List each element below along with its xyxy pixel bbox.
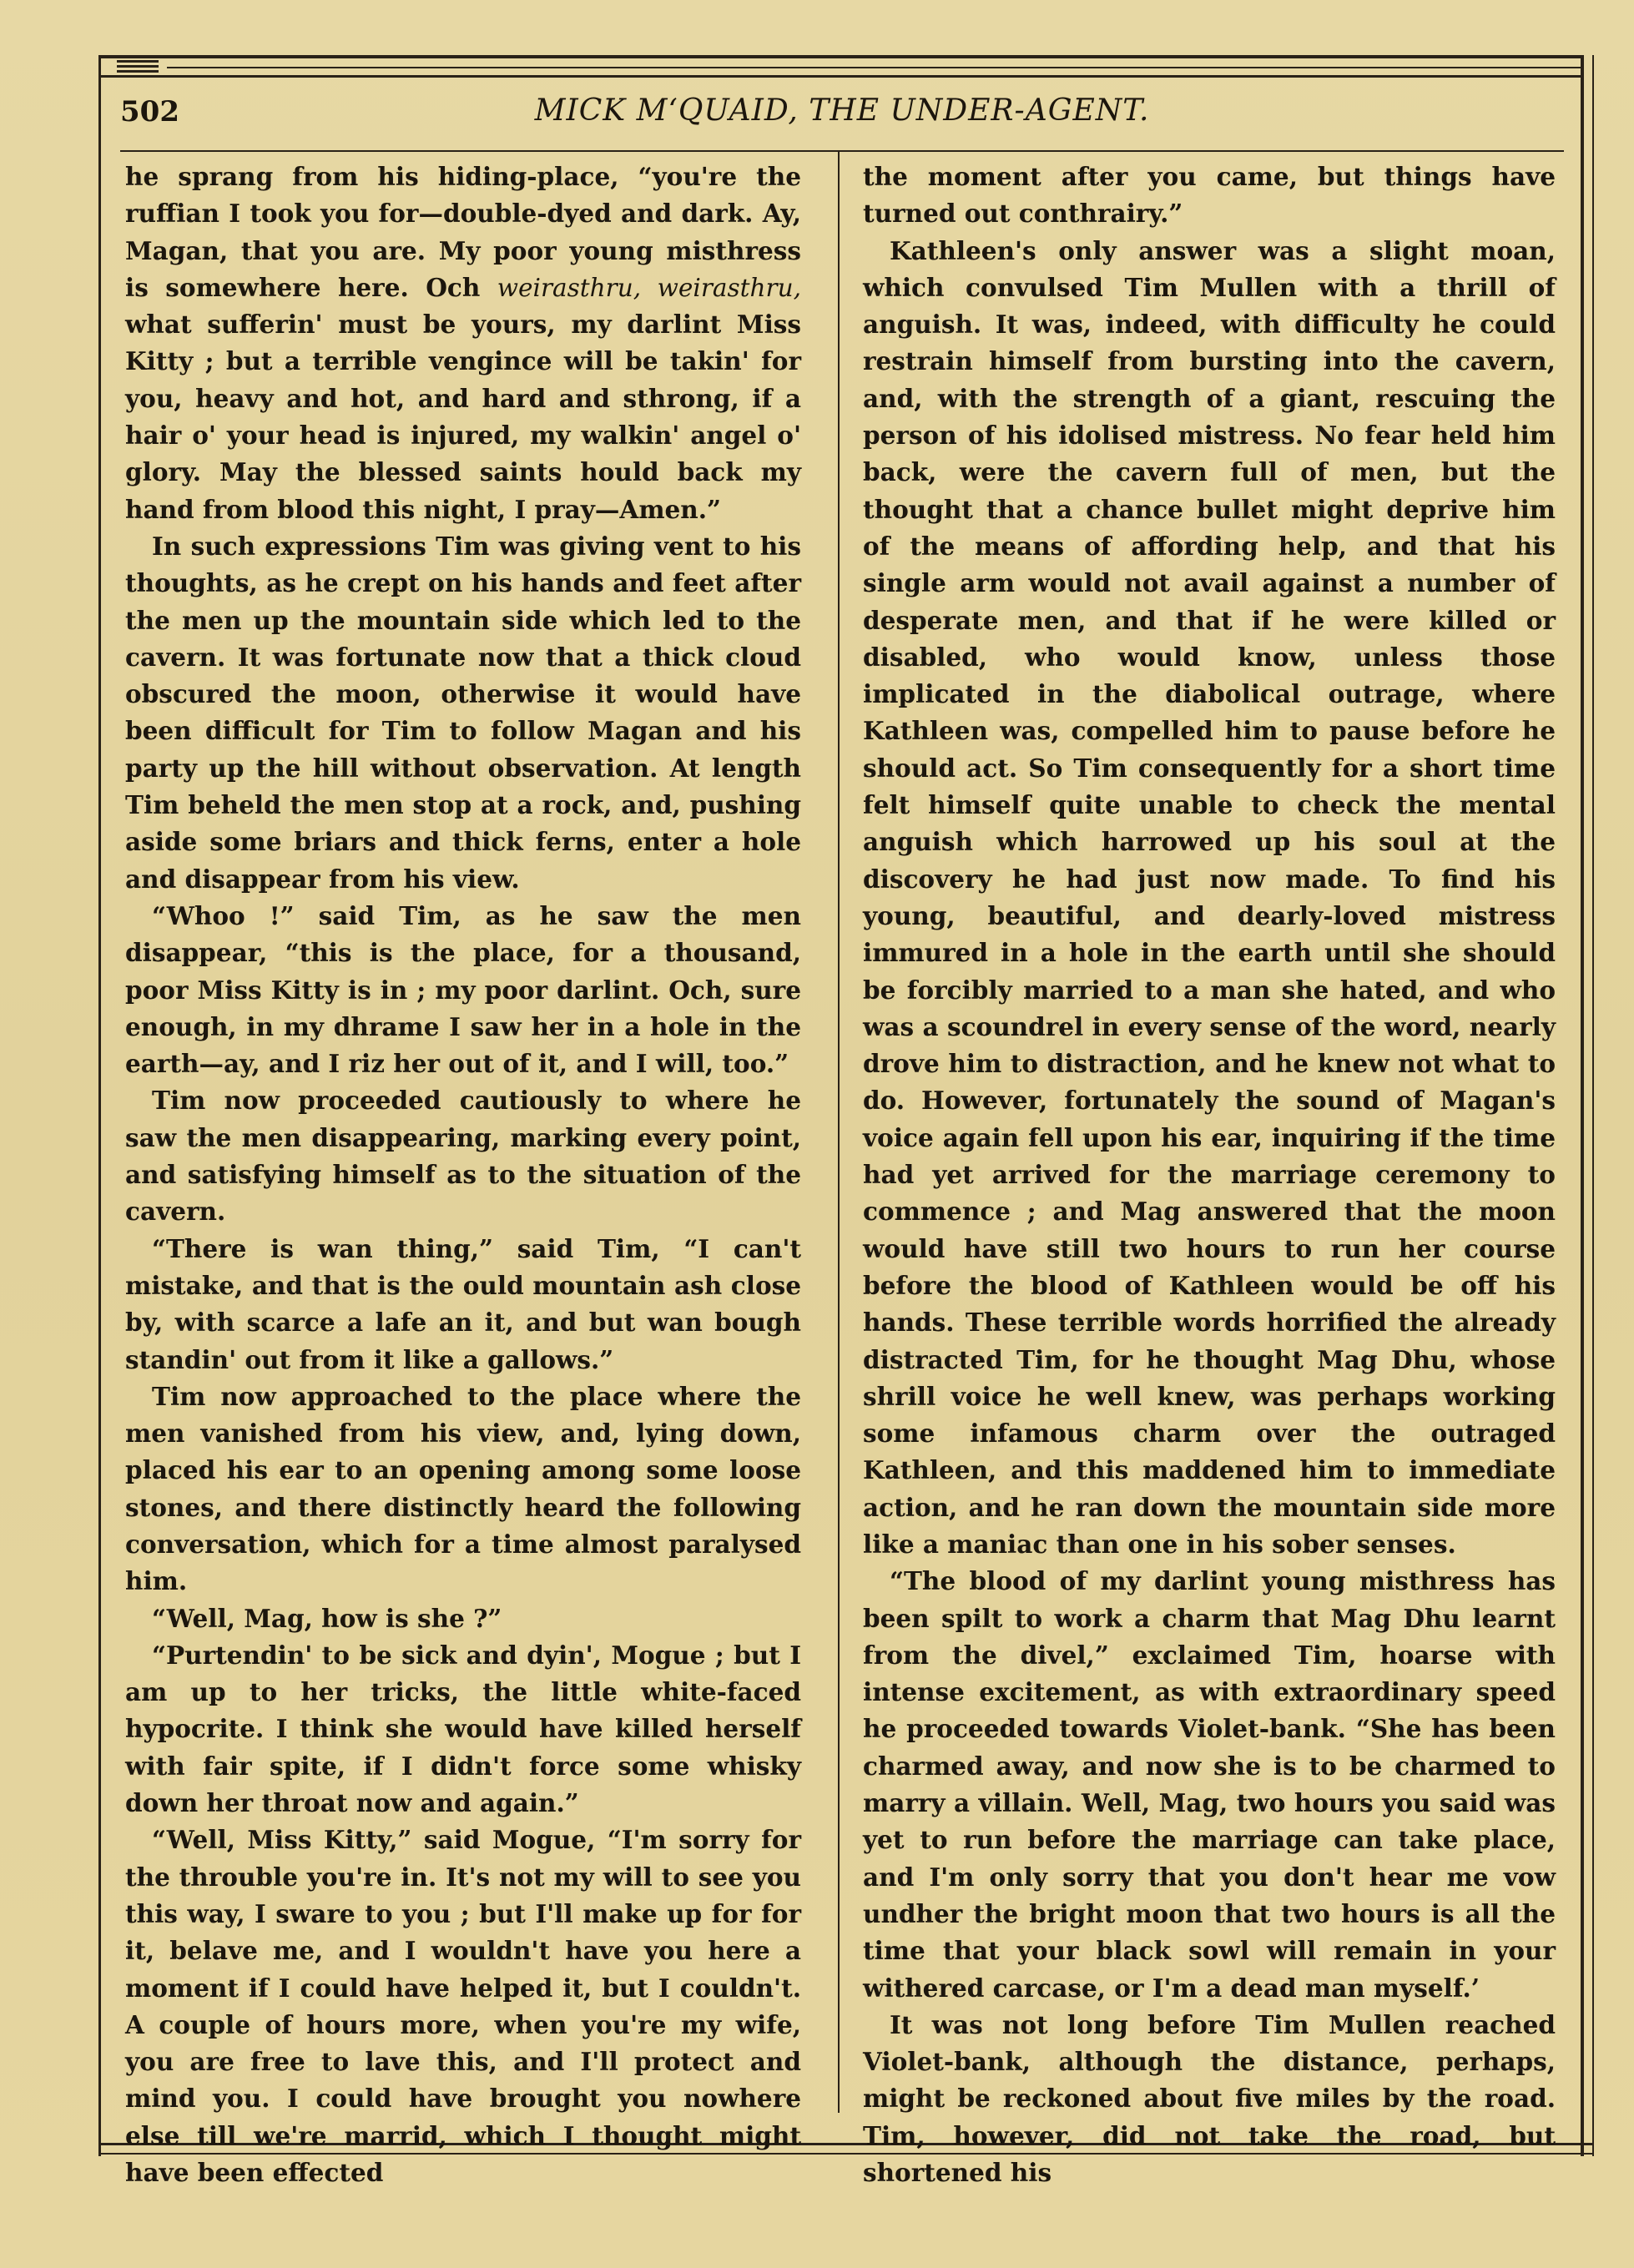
top-border-rule	[100, 55, 1584, 58]
top-border-rule-thin	[167, 67, 1584, 68]
paragraph: Tim now proceeded cautiously to where he saw the men disappearing, marking every point, and satisfying himself as to the situation of the cavern.	[125, 1086, 801, 1227]
paragraph: “Well, Miss Kitty,” said Mogue, “I'm sorry for the throuble you're in. It's not my will to see you this way, I sware to you ; but I'll make up for for it, belave me, and I wouldn't have you here a moment if I could have helped it, but I couldn't. A couple of hours more, when you're my wife, you are free to lave this, and I'll protect and mind you. I could have brought you nowhere else till we're marrid, which I thought might have been effected	[125, 1825, 801, 2188]
paragraph: “Whoo !” said Tim, as he saw the men disappear, “this is the place, for a thousand, poor Miss Kitty is in ; my poor darlint. Och, sure enough, in my dhrame I saw her in a hole in the earth—ay, and I riz her out of it, and I will, too.”	[125, 900, 801, 1079]
paragraph: “Purtendin' to be sick and dyin', Mogue ; but I am up to her tricks, the little white-faced hypocrite. I think she would have killed herself with fair spite, if I didn't force some whisky down her throat now and again.”	[125, 1640, 801, 1818]
page-number: 502	[120, 95, 179, 129]
paragraph: It was not long before Tim Mullen reached Violet-bank, although the distance, perhaps, might be reckoned about five miles by the road. Tim, however, did not take the road, but shortened his	[863, 2009, 1556, 2188]
top-border-rule-lower	[100, 75, 1584, 78]
running-title: MICK M‘QUAID, THE UNDER-AGENT.	[534, 93, 1150, 128]
left-border-rule	[98, 55, 101, 2156]
paragraph: “Well, Mag, how is she ?”	[152, 1603, 502, 1633]
paragraph: In such expressions Tim was giving vent to his thoughts, as he crept on his hands and feet after the men up the mountain side which led to the cavern. It was fortunate now that a thick cloud obscured the moon, otherwise it would have been difficult for Tim to follow Magan and his party up the hill without observation. At length Tim beheld the men stop at a rock, and, pushing aside some briars and thick ferns, enter a hole and disappear from his view.	[125, 531, 801, 894]
corner-ornament	[117, 60, 159, 77]
paragraph: Kathleen's only answer was a slight moan, which convulsed Tim Mullen with a thrill of anguish. It was, indeed, with difficulty he could restrain himself from bursting into the cavern, and, with the strength of a giant, rescuing the person of his idolised mistress. No fear held him back, were the cavern full of men, but the thought that a chance bullet might deprive him of the means of affording help, and that his single arm would not avail against a number of desperate men, and that if he were killed or disabled, who would know, unless those implicated in the diabolical outrage, where Kathleen was, compelled him to pause before he should act. So Tim consequently for a short time felt himself quite unable to check the mental anguish which harrowed up his soul at the discovery he had just now made. To find his young, beautiful, and dearly-loved mistress immured in a hole in the earth until she should be forcibly married to a man she hated, and who was a scoundrel in every sense of the word, nearly drove him to distraction, and he knew not what to do. However, fortunately the sound of Magan's voice again fell upon his ear, inquiring if the time had yet arrived for the marriage ceremony to commence ; and Mag answered that the moon would have still two hours to run her course before the blood of Kathleen would be off his hands. These terrible words horrified the already distracted Tim, for he thought Mag Dhu, whose shrill voice he well knew, was perhaps working some infamous charm over the outraged Kathleen, and this maddened him to immediate action, and he ran down the mountain side more like a maniac than one in his sober senses.	[863, 235, 1556, 1559]
left-column	[125, 159, 801, 2191]
paragraph: the moment after you came, but things have turned out conthrairy.”	[863, 162, 1556, 229]
italic-phrase: weirasthru, weirasthru,	[497, 273, 801, 302]
right-column	[863, 159, 1556, 2191]
paragraph	[125, 159, 801, 528]
paragraph: “There is wan thing,” said Tim, “I can't mistake, and that is the ould mountain ash close by, with scarce a lafe an it, and but wan bough standin' out from it like a gallows.”	[125, 1233, 801, 1374]
page-header	[120, 82, 1564, 149]
paragraph-text: what sufferin' must be yours, my darlint Miss Kitty ; but a terrible vengince will be takin' for you, heavy and hot, and hard and sthrong, if a hair o' your head is injured, my walkin' angel o' glory. May the blessed saints hould back my hand from blood this night, I pray—Amen.”	[125, 310, 801, 524]
column-divider	[838, 150, 840, 2113]
paragraph: “The blood of my darlint young misthress has been spilt to work a charm that Mag Dhu learnt from the divel,” exclaimed Tim, hoarse with intense excitement, as with extraordinary speed he proceeded towards Violet-bank. “She has been charmed away, and now she is to be charmed to marry a villain. Well, Mag, two hours you said was yet to run before the marriage can take place, and I'm only sorry that you don't hear me vow undher the bright moon that two hours is all the time that your black sowl will remain in your withered carcase, or I'm a dead man myself.’	[863, 1566, 1556, 2003]
paragraph: Tim now approached to the place where the men vanished from his view, and, lying down, placed his ear to an opening among some loose stones, and there distinctly heard the following conversation, which for a time almost paralysed him.	[125, 1381, 801, 1596]
paragraph-text: he sprang from his hiding-place, “you're the ruffian I took you for—double-dyed and dark. Ay, Magan, that you are. My poor young misthress is somewhere here. Och	[125, 162, 801, 302]
right-border-rule-outer	[1592, 55, 1594, 2156]
right-border-rule	[1581, 55, 1584, 2156]
header-divider	[120, 150, 1564, 152]
